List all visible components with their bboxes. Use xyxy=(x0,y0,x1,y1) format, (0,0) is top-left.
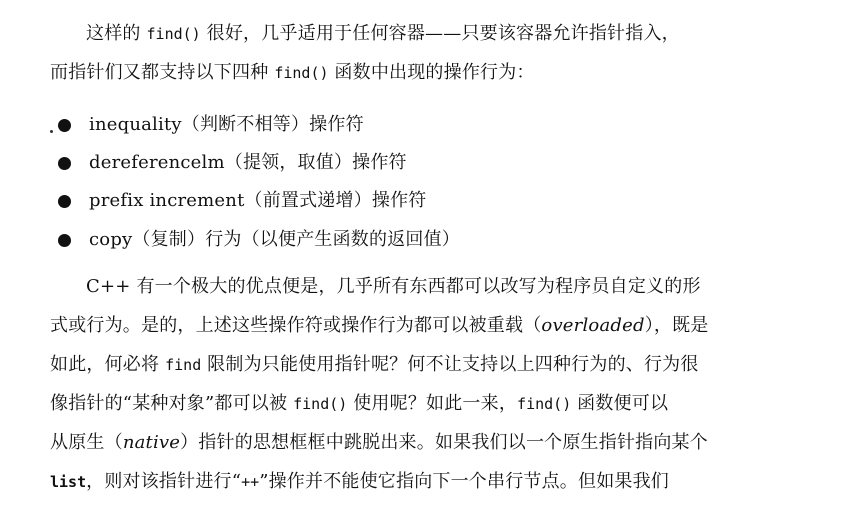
emphasis-overloaded: overloaded xyxy=(541,315,645,336)
code-find: find() xyxy=(146,25,201,43)
text-segment: 函数中出现的操作行为： xyxy=(328,62,535,83)
code-find: find() xyxy=(517,395,572,413)
emphasis-native: native xyxy=(122,432,181,453)
code-list: list xyxy=(50,473,87,491)
text-segment: ”操作并不能使它指向下一个串行节点。但如果我们 xyxy=(259,471,670,492)
code-find: find() xyxy=(293,395,348,413)
paragraph2-line2 xyxy=(50,314,709,338)
text-segment: 使用呢？如此一来， xyxy=(347,393,518,414)
scan-speck xyxy=(50,130,53,133)
code-find: find xyxy=(165,356,202,374)
paragraph2-line6 xyxy=(50,470,669,494)
code-increment: ++ xyxy=(241,473,260,491)
text-segment: ）指针的思想框框中跳脱出来。如果我们以一个原生指针指向某个 xyxy=(180,432,708,453)
bullet-dot-icon xyxy=(58,195,71,208)
paragraph2-line3 xyxy=(50,353,699,377)
text-segment: 如此，何必将 xyxy=(50,354,166,375)
paragraph1-line2 xyxy=(50,61,535,85)
text-segment: 这样的 xyxy=(86,23,147,44)
text-segment: 式或行为。是的，上述这些操作符或操作行为都可以被重载（ xyxy=(50,315,542,336)
text-segment: ，则对该指针进行“ xyxy=(86,471,242,492)
paragraph2-line5 xyxy=(50,431,708,455)
bullet-text: dereferencelm（提领，取值）操作符 xyxy=(89,152,407,173)
paragraph1-line1 xyxy=(86,22,680,46)
bullet-dot-icon xyxy=(58,119,71,132)
paragraph2-line4 xyxy=(50,392,668,416)
bullet-text: prefix increment（前置式递增）操作符 xyxy=(89,190,427,211)
bullet-dot-icon xyxy=(58,157,71,170)
code-find: find() xyxy=(274,64,329,82)
text-segment: 从原生（ xyxy=(50,432,123,453)
text-segment: 限制为只能使用指针呢？何不让支持以上四种行为的、行为很 xyxy=(201,354,699,375)
bullet-text: copy（复制）行为（以便产生函数的返回值） xyxy=(89,229,461,250)
bullet-text: inequality（判断不相等）操作符 xyxy=(89,114,364,135)
text-segment: ），既是 xyxy=(644,315,709,336)
text-segment: 而指针们又都支持以下四种 xyxy=(50,62,275,83)
text-segment: 像指针的“某种对象”都可以被 xyxy=(50,393,294,414)
text-segment: 函数便可以 xyxy=(571,393,669,414)
bullet-dot-icon xyxy=(58,234,71,247)
text-segment: 很好，几乎适用于任何容器——只要该容器允许指针指入， xyxy=(200,23,680,44)
paragraph2-line1: C++ 有一个极大的优点便是，几乎所有东西都可以改写为程序员自定义的形 xyxy=(86,276,701,297)
